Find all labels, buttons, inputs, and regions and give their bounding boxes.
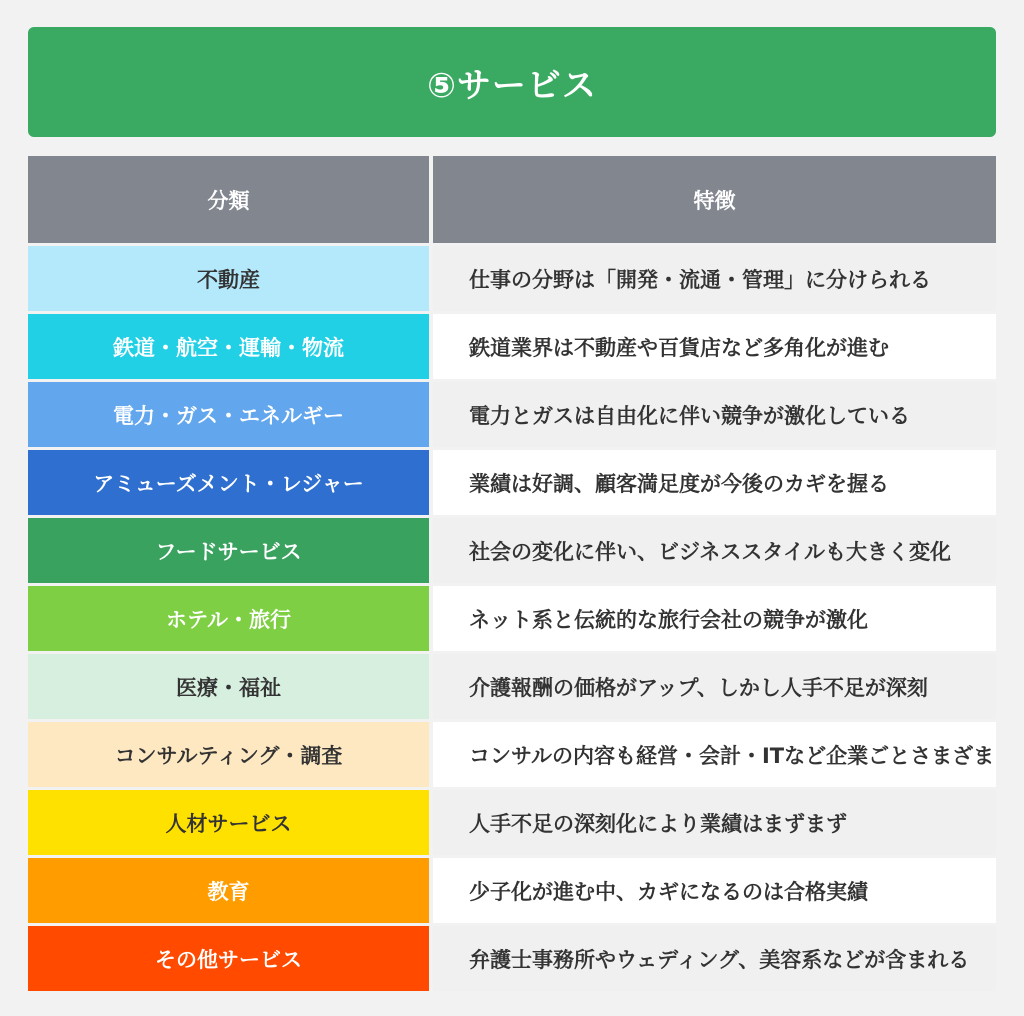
category-cell: 医療・福祉	[28, 654, 429, 722]
table-row	[28, 790, 996, 858]
category-cell: その他サービス	[28, 926, 429, 994]
table-row	[28, 926, 996, 994]
table-row	[28, 858, 996, 926]
feature-cell: ネット系と伝統的な旅行会社の競争が激化	[433, 586, 996, 654]
table-row	[28, 246, 996, 314]
category-cell: フードサービス	[28, 518, 429, 586]
table-row	[28, 586, 996, 654]
header-feature: 特徴	[433, 156, 996, 246]
title-banner	[28, 27, 996, 137]
feature-cell: 介護報酬の価格がアップ、しかし人手不足が深刻	[433, 654, 996, 722]
feature-cell: 社会の変化に伴い、ビジネススタイルも大きく変化	[433, 518, 996, 586]
page-title: ⑤サービス	[427, 65, 597, 106]
table-row	[28, 314, 996, 382]
category-cell: 鉄道・航空・運輸・物流	[28, 314, 429, 382]
category-cell: アミューズメント・レジャー	[28, 450, 429, 518]
feature-cell: コンサルの内容も経営・会計・ITなど企業ごとさまざま	[433, 722, 996, 790]
table-row	[28, 450, 996, 518]
feature-cell: 少子化が進む中、カギになるのは合格実績	[433, 858, 996, 926]
feature-cell: 仕事の分野は「開発・流通・管理」に分けられる	[433, 246, 996, 314]
category-cell: 人材サービス	[28, 790, 429, 858]
table-row	[28, 722, 996, 790]
service-table	[28, 156, 996, 994]
table-row	[28, 518, 996, 586]
feature-cell: 電力とガスは自由化に伴い競争が激化している	[433, 382, 996, 450]
table-row	[28, 382, 996, 450]
feature-cell: 業績は好調、顧客満足度が今後のカギを握る	[433, 450, 996, 518]
category-cell: 電力・ガス・エネルギー	[28, 382, 429, 450]
category-cell: コンサルティング・調査	[28, 722, 429, 790]
feature-cell: 弁護士事務所やウェディング、美容系などが含まれる	[433, 926, 996, 994]
category-cell: 教育	[28, 858, 429, 926]
header-category: 分類	[28, 156, 429, 246]
feature-cell: 人手不足の深刻化により業績はまずまず	[433, 790, 996, 858]
category-cell: 不動産	[28, 246, 429, 314]
category-cell: ホテル・旅行	[28, 586, 429, 654]
feature-cell: 鉄道業界は不動産や百貨店など多角化が進む	[433, 314, 996, 382]
table-header-row	[28, 156, 996, 246]
table-row	[28, 654, 996, 722]
